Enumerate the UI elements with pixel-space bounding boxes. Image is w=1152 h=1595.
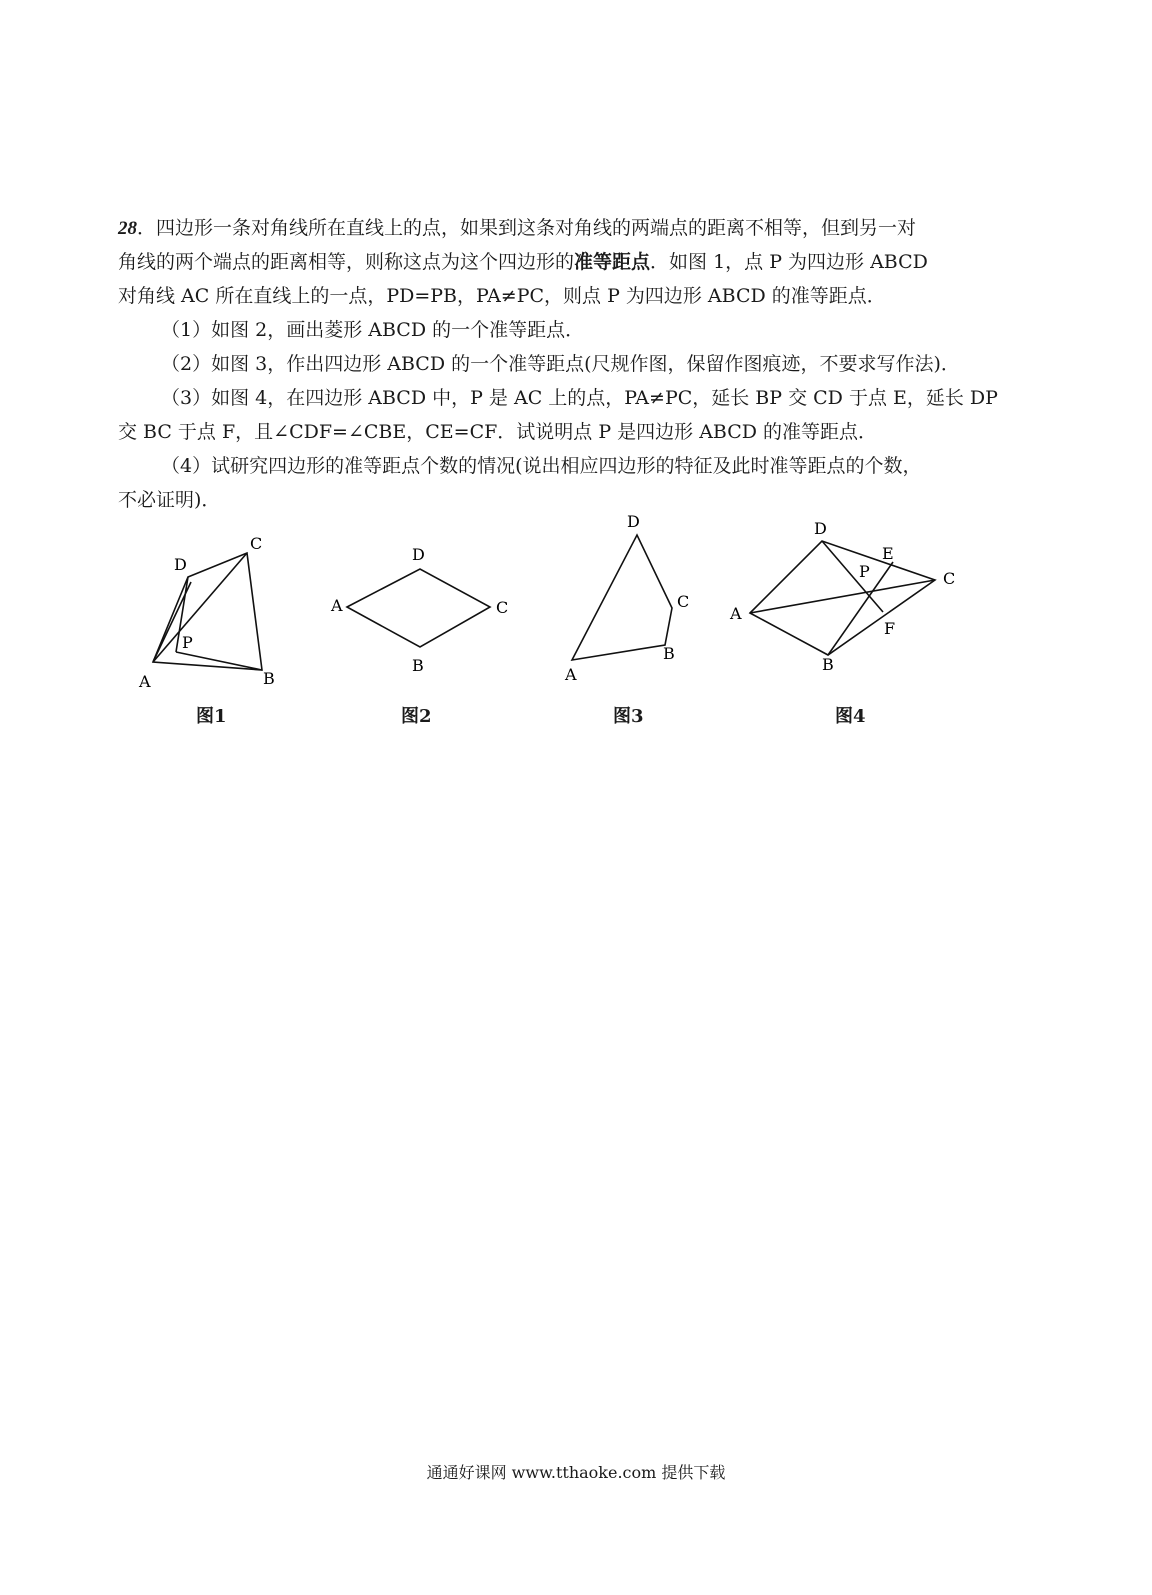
fig1-label-d: D: [174, 555, 187, 574]
term-bold: 准等距点: [574, 251, 651, 273]
fig3-label-a: A: [565, 665, 577, 684]
figure-2-caption: 图2: [401, 706, 432, 727]
figure-4: [750, 541, 935, 655]
fig4-label-b: B: [822, 655, 834, 674]
fig1-label-c: C: [250, 534, 263, 553]
fig3-label-d: D: [627, 512, 640, 531]
question-3-line-1: （3）如图 4，在四边形 ABCD 中，P 是 AC 上的点，PA≠PC，延长 BP 交 CD 于点 E，延长 DP: [161, 387, 998, 409]
fig4-label-p: P: [859, 562, 870, 581]
question-1: （1）如图 2，画出菱形 ABCD 的一个准等距点．: [161, 319, 585, 341]
fig1-label-b: B: [263, 669, 275, 688]
question-4-line-2: 不必证明)．: [118, 489, 221, 511]
fig4-label-e: E: [882, 544, 894, 563]
fig3-label-c: C: [677, 592, 690, 611]
fig2-label-c: C: [496, 598, 509, 617]
figure-2: [347, 569, 490, 647]
footer: 通通好课网 www.tthaoke.com 提供下载: [426, 1463, 726, 1482]
question-3-line-2: 交 BC 于点 F，且∠CDF=∠CBE，CE=CF．试说明点 P 是四边形 ABCD 的准等距点．: [118, 421, 878, 443]
stem-line-3: 对角线 AC 所在直线上的一点，PD=PB，PA≠PC，则点 P 为四边形 ABCD 的准等距点．: [118, 285, 886, 307]
fig2-label-a: A: [331, 596, 343, 615]
stem-line-1: 28．四边形一条对角线所在直线上的点，如果到这条对角线的两端点的距离不相等，但到另一对: [118, 217, 917, 239]
figure-4-caption: 图4: [835, 706, 866, 727]
fig3-label-b: B: [663, 644, 675, 663]
figure-3-caption: 图3: [613, 706, 644, 727]
fig4-label-d: D: [814, 519, 827, 538]
stem-line-2: 角线的两个端点的距离相等，则称这点为这个四边形的准等距点．如图 1，点 P 为四边形 ABCD: [118, 251, 928, 273]
fig2-label-b: B: [412, 656, 424, 675]
figure-3: [572, 535, 672, 660]
fig2-label-d: D: [412, 545, 425, 564]
figure-1-caption: 图1: [196, 706, 227, 727]
fig4-label-f: F: [884, 619, 896, 638]
fig1-label-a: A: [139, 672, 151, 691]
question-2: （2）如图 3，作出四边形 ABCD 的一个准等距点(尺规作图，保留作图痕迹，不要求写作法)．: [161, 353, 960, 375]
figures: [0, 0, 1152, 760]
figure-1: [153, 553, 262, 670]
fig1-label-p: P: [182, 633, 193, 652]
problem-number: 28: [118, 218, 137, 239]
question-4-line-1: （4）试研究四边形的准等距点个数的情况(说出相应四边形的特征及此时准等距点的个数，: [161, 455, 922, 477]
fig4-label-c: C: [943, 569, 956, 588]
fig4-label-a: A: [730, 604, 742, 623]
